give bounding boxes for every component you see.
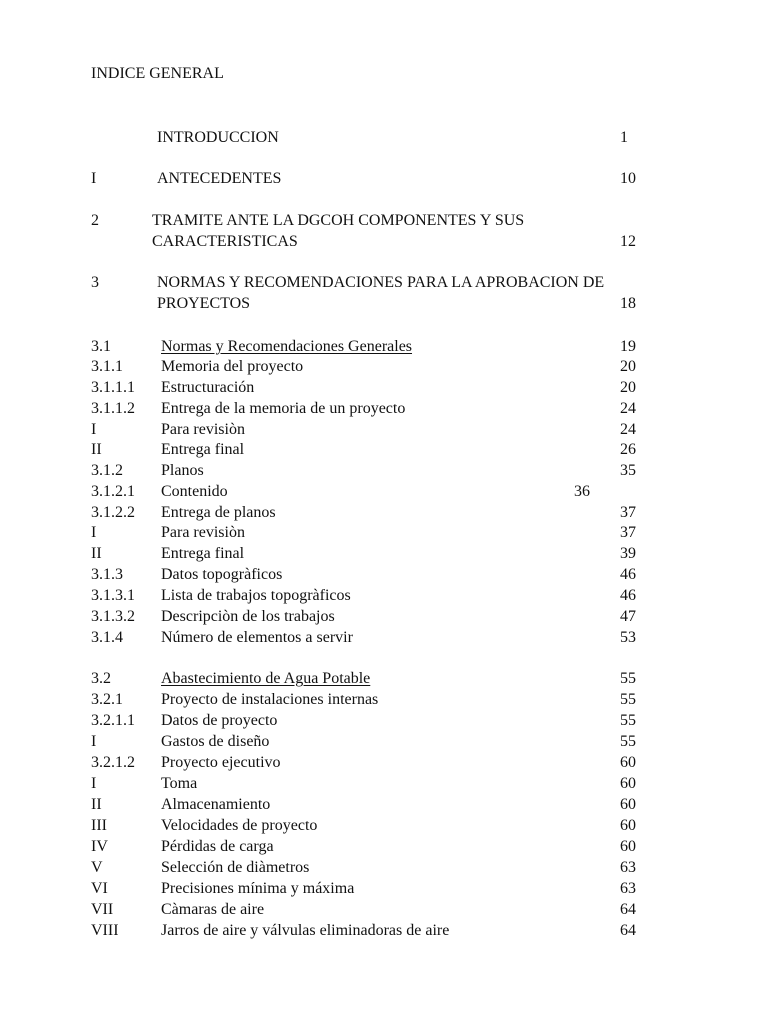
toc-entry-label: Normas y Recomendaciones Generales xyxy=(161,338,413,355)
toc-entry-page: 53 xyxy=(620,629,636,646)
toc-entry-number: 3.1.3.2 xyxy=(91,608,135,625)
toc-entry-page: 37 xyxy=(620,524,636,541)
page-title: INDICE GENERAL xyxy=(91,65,224,82)
toc-entry-label: Entrega final xyxy=(161,441,245,458)
toc-entry-number: I xyxy=(91,524,97,541)
toc-ch2-label-line2: CARACTERISTICAS xyxy=(152,233,298,250)
toc-entry-page: 64 xyxy=(620,901,636,918)
toc-entry-number: II xyxy=(91,545,102,562)
toc-entry-label: Datos de proyecto xyxy=(161,712,278,729)
toc-entry-page: 46 xyxy=(620,566,636,583)
toc-entry-page: 24 xyxy=(620,400,636,417)
toc-entry-number: IV xyxy=(91,838,108,855)
toc-intro-label: INTRODUCCION xyxy=(157,129,279,146)
toc-entry-label: Entrega de planos xyxy=(161,504,276,521)
toc-entry-number: VI xyxy=(91,880,108,897)
toc-ch2-label-line1: TRAMITE ANTE LA DGCOH COMPONENTES Y SUS xyxy=(152,212,525,229)
toc-entry-page: 35 xyxy=(620,462,636,479)
toc-entry-label: Entrega final xyxy=(161,545,245,562)
toc-entry-label: Càmaras de aire xyxy=(161,901,265,918)
toc-entry-label: Lista de trabajos topogràficos xyxy=(161,587,351,604)
toc-ch3-page: 18 xyxy=(620,295,636,312)
toc-entry-page: 19 xyxy=(620,338,636,355)
toc-entry-number: I xyxy=(91,421,97,438)
toc-entry-page: 20 xyxy=(620,379,636,396)
toc-ch3-label-line1: NORMAS Y RECOMENDACIONES PARA LA APROBACION DE xyxy=(157,274,605,291)
toc-entry-page: 26 xyxy=(620,441,636,458)
toc-entry-label: Pérdidas de carga xyxy=(161,838,274,855)
toc-entry-page: 36 xyxy=(574,483,590,500)
toc-entry-page: 55 xyxy=(620,733,636,750)
toc-entry-label: Proyecto ejecutivo xyxy=(161,754,281,771)
toc-entry-label: Almacenamiento xyxy=(161,796,271,813)
toc-ch3-number: 3 xyxy=(91,274,99,291)
toc-entry-label: Precisiones mínima y máxima xyxy=(161,880,355,897)
toc-entry-label: Descripciòn de los trabajos xyxy=(161,608,335,625)
toc-ch1-page: 10 xyxy=(620,170,636,187)
toc-entry-number: 3.1.2.2 xyxy=(91,504,135,521)
toc-entry-number: II xyxy=(91,796,102,813)
toc-entry-page: 55 xyxy=(620,712,636,729)
toc-entry-page: 64 xyxy=(620,922,636,939)
toc-entry-page: 63 xyxy=(620,880,636,897)
toc-entry-number: V xyxy=(91,859,103,876)
toc-ch2-number: 2 xyxy=(91,212,99,229)
toc-intro-page: 1 xyxy=(620,129,628,146)
toc-entry-label: Número de elementos a servir xyxy=(161,629,353,646)
toc-entry-label: Jarros de aire y válvulas eliminadoras de aire xyxy=(161,922,450,939)
toc-entry-number: 3.1.1.1 xyxy=(91,379,135,396)
toc-entry-label: Toma xyxy=(161,775,198,792)
toc-entry-number: 3.1.3 xyxy=(91,566,123,583)
toc-entry-number: 3.1.4 xyxy=(91,629,123,646)
toc-entry-number: 3.2 xyxy=(91,670,111,687)
toc-ch3-label-line2: PROYECTOS xyxy=(157,295,251,312)
toc-entry-number: 3.1.2.1 xyxy=(91,483,135,500)
toc-entry-number: 3.1 xyxy=(91,338,111,355)
toc-entry-page: 55 xyxy=(620,691,636,708)
toc-entry-number: 3.1.1.2 xyxy=(91,400,135,417)
toc-entry-number: 3.1.1 xyxy=(91,358,123,375)
toc-entry-label: Memoria del proyecto xyxy=(161,358,304,375)
toc-entry-label: Para revisiòn xyxy=(161,421,245,438)
toc-entry-page: 39 xyxy=(620,545,636,562)
toc-ch1-label: ANTECEDENTES xyxy=(157,170,282,187)
toc-entry-page: 60 xyxy=(620,796,636,813)
toc-entry-number: VIII xyxy=(91,922,119,939)
toc-entry-label: Para revisiòn xyxy=(161,524,245,541)
toc-entry-page: 63 xyxy=(620,859,636,876)
toc-entry-label: Planos xyxy=(161,462,204,479)
toc-entry-label: Estructuración xyxy=(161,379,255,396)
toc-entry-label: Entrega de la memoria de un proyecto xyxy=(161,400,406,417)
toc-entry-number: 3.2.1.2 xyxy=(91,754,135,771)
toc-entry-number: 3.1.3.1 xyxy=(91,587,135,604)
toc-entry-number: 3.2.1 xyxy=(91,691,123,708)
toc-entry-page: 60 xyxy=(620,817,636,834)
toc-entry-page: 60 xyxy=(620,775,636,792)
toc-entry-number: I xyxy=(91,775,97,792)
toc-entry-page: 47 xyxy=(620,608,636,625)
toc-ch2-page: 12 xyxy=(620,233,636,250)
toc-ch1-number: I xyxy=(91,170,97,187)
toc-entry-page: 60 xyxy=(620,754,636,771)
toc-entry-page: 60 xyxy=(620,838,636,855)
toc-entry-page: 20 xyxy=(620,358,636,375)
toc-entry-label: Gastos de diseño xyxy=(161,733,270,750)
toc-entry-label: Proyecto de instalaciones internas xyxy=(161,691,379,708)
toc-entry-number: II xyxy=(91,441,102,458)
toc-entry-number: I xyxy=(91,733,97,750)
toc-entry-label: Datos topogràficos xyxy=(161,566,283,583)
toc-entry-page: 24 xyxy=(620,421,636,438)
toc-entry-label: Velocidades de proyecto xyxy=(161,817,318,834)
toc-entry-page: 46 xyxy=(620,587,636,604)
toc-entry-page: 55 xyxy=(620,670,636,687)
toc-entry-number: VII xyxy=(91,901,114,918)
toc-entry-label: Contenido xyxy=(161,483,228,500)
toc-entry-page: 37 xyxy=(620,504,636,521)
toc-entry-number: 3.1.2 xyxy=(91,462,123,479)
toc-entry-label: Selección de diàmetros xyxy=(161,859,310,876)
toc-entry-number: 3.2.1.1 xyxy=(91,712,135,729)
toc-entry-number: III xyxy=(91,817,107,834)
toc-entry-label: Abastecimiento de Agua Potable xyxy=(161,670,371,687)
